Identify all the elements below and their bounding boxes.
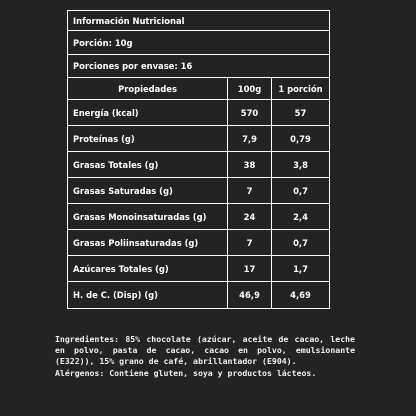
value-per-portion: 4,69 xyxy=(290,290,311,300)
nutrient-label: Grasas Poliinsaturadas (g) xyxy=(68,230,228,256)
header-100g: 100g xyxy=(228,78,272,100)
value-per-100g: 46,9 xyxy=(228,282,272,308)
servings-per-container: Porciones por envase: 16 xyxy=(68,55,329,78)
nutrient-label: Energía (kcal) xyxy=(68,100,228,126)
value-per-portion: 0,7 xyxy=(272,230,329,256)
value-per-portion: 0,79 xyxy=(272,126,329,152)
value-per-100g: 17 xyxy=(228,256,272,282)
value-per-portion: 2,4 xyxy=(272,204,329,230)
ingredients-text: Ingredientes: 85% chocolate (azúcar, aceite de cacao, leche en polvo, pasta de cacao, cacao en polvo, emulsionante (E322)), 15% grano de café, abrillantador (E904). xyxy=(55,334,355,367)
header-portion: 1 porción xyxy=(272,78,329,100)
value-per-100g: 38 xyxy=(228,152,272,178)
value-per-portion: 1,7 xyxy=(272,256,329,282)
nutrient-label: Grasas Saturadas (g) xyxy=(68,178,228,204)
nutrient-rows xyxy=(68,100,329,308)
ingredients-block xyxy=(55,334,355,379)
value-per-portion: 57 xyxy=(272,100,329,126)
nutrient-label: Grasas Monoinsaturadas (g) xyxy=(68,204,228,230)
portion-size: Porción: 10g xyxy=(68,31,329,55)
value-per-100g: 570 xyxy=(228,100,272,126)
value-per-portion: 3,8 xyxy=(272,152,329,178)
value-per-portion: 0,7 xyxy=(272,178,329,204)
nutrient-label: Azúcares Totales (g) xyxy=(68,256,228,282)
nutrient-label: Proteínas (g) xyxy=(68,126,228,152)
value-per-100g: 24 xyxy=(228,204,272,230)
nutrient-label: H. de C. (Disp) (g) xyxy=(68,282,228,308)
nutrient-grid xyxy=(68,78,329,100)
header-properties: Propiedades xyxy=(68,78,228,100)
nutrient-label: Grasas Totales (g) xyxy=(68,152,228,178)
table-title: Información Nutricional xyxy=(68,11,329,31)
nutrition-facts-table xyxy=(67,10,330,309)
value-per-100g: 7 xyxy=(228,178,272,204)
value-per-100g: 7,9 xyxy=(228,126,272,152)
value-per-100g: 7 xyxy=(228,230,272,256)
allergens-text: Alérgenos: Contiene gluten, soya y productos lácteos. xyxy=(55,367,317,378)
